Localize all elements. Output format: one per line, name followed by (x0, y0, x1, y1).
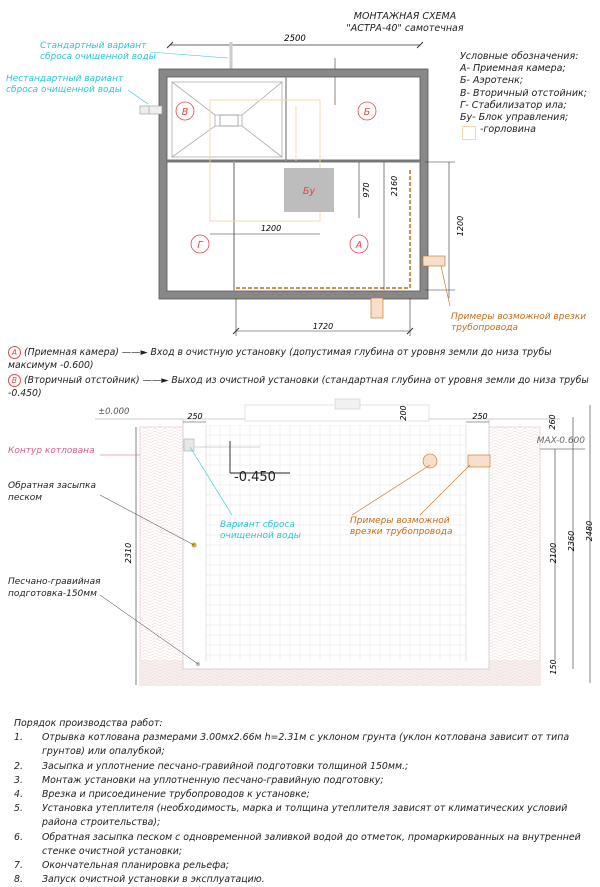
funnel (172, 82, 282, 115)
legend-heading: Условные обозначения: (460, 51, 579, 62)
outlet-pipe (184, 439, 194, 451)
level-outlet: -0.450 (234, 470, 276, 485)
label-v: В (181, 107, 189, 118)
legend-item-a: А- Приемная камера; (460, 63, 566, 75)
step-8: 8. Запуск очистной установки в эксплуатацию. (14, 874, 265, 886)
label-b: Б (363, 107, 371, 118)
dim-970: 970 (362, 182, 371, 198)
dim-150: 150 (549, 659, 558, 675)
pipe-example-side (468, 455, 490, 467)
step-7: 7. Окончательная планировка рельефа; (14, 860, 230, 872)
dim-1200-h: 1200 (260, 224, 282, 233)
dim-250-right: 250 (472, 412, 488, 421)
note-a-marker: А (8, 346, 21, 359)
legend-item-b: Б- Аэротенк; (460, 75, 524, 87)
legend-item-bu: Бу- Блок управления; (460, 112, 569, 124)
dim-250-left: 250 (187, 412, 203, 421)
dim-2480: 2480 (585, 520, 594, 542)
legend-item-v: В- Вторичный отстойник; (460, 87, 587, 99)
step-1: 1. Отрывка котлована размерами 3.00мх2.66м h=2.31м с уклоном грунта (уклон котлована зависит от типа грунтов) или опалубкой; (14, 732, 570, 758)
section-view (0, 395, 600, 710)
dim-1200-v: 1200 (456, 215, 465, 237)
note-a (8, 346, 593, 372)
label-bu: Бу (302, 186, 316, 197)
pipe-example-circle (423, 454, 437, 468)
note-a-text: (Приемная камера) ——► Вход в очистную установку (допустимая глубина от уровня земли до низа трубы максимум -0.600) (8, 347, 552, 371)
step-2: 2. Засыпка и уплотнение песчано-гравийной подготовки толщиной 150мм.; (14, 760, 409, 772)
vent (335, 399, 360, 409)
legend-item-neck: -горловина (460, 124, 600, 136)
label-pit-contour: Контур котлована (8, 446, 95, 456)
dim-1720: 1720 (312, 322, 334, 331)
procedure (14, 717, 584, 887)
note-b-marker: В (8, 374, 21, 387)
dim-2100: 2100 (549, 542, 558, 564)
label-g: Г (197, 240, 203, 251)
step-3: 3. Монтаж установки на уплотненную песчано-гравийную подготовку; (14, 774, 384, 786)
label-backfill: Обратная засыпка песком (8, 481, 96, 503)
level-max: MAX-0.600 (536, 436, 585, 446)
dim-2500: 2500 (284, 34, 306, 44)
label-pipe-examples-section: Примеры возможной врезки трубопровода (350, 516, 453, 537)
title-line-1: МОНТАЖНАЯ СХЕМА (353, 11, 457, 22)
step-5: 5. Установка утеплителя (необходимость, марка и толщина утеплителя зависят от климатических условий района строительства); (14, 803, 568, 829)
dim-2360: 2360 (567, 530, 576, 552)
pipe-stub-east (423, 256, 445, 266)
label-pipe-examples-plan: Примеры возможной врезки трубопровода (451, 312, 587, 333)
step-6: 6. Обратная засыпка песком с одновременной заливкой водой до отметок, промаркированных на внутренней стенке очистной установки; (14, 831, 581, 857)
label-a: А (355, 240, 363, 251)
title-line-2: "АСТРА-40" самотечная (346, 23, 464, 34)
step-4: 4. Врезка и присоединение трубопроводов к установке; (14, 789, 310, 801)
legend-item-g: Г- Стабилизатор ила; (460, 99, 567, 111)
pipe-stub-west (140, 106, 162, 114)
dim-2160: 2160 (390, 175, 399, 197)
label-discharge-variant: Вариант сброса очищенной воды (220, 520, 301, 541)
procedure-heading: Порядок производства работ: (14, 718, 163, 729)
label-gravel: Песчано-гравийная подготовка-150мм (8, 577, 101, 599)
label-standard-discharge: Стандартный вариант сброса очищенной воды (40, 41, 156, 62)
dim-260: 260 (548, 414, 557, 430)
pipe-stub-south (371, 298, 383, 318)
ground-level: ±0.000 (98, 407, 130, 417)
label-nonstandard-discharge: Нестандартный вариант сброса очищенной воды (6, 74, 124, 95)
note-b-text: (Вторичный отстойник) ——► Выход из очистной установки (стандартная глубина от уровня земли до низа трубы -0.450) (8, 375, 589, 399)
dim-200: 200 (399, 405, 408, 421)
dim-2310: 2310 (124, 542, 133, 564)
